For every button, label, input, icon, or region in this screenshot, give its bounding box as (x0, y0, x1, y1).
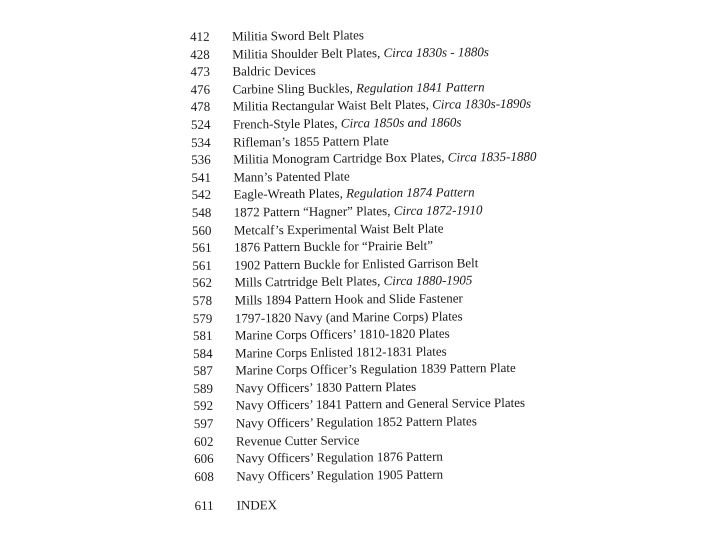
toc-entry-title-text: Militia Sword Belt Plates (232, 27, 364, 44)
toc-entry-date-range: Circa 1830s - 1880s (383, 43, 489, 60)
toc-page-number: 608 (194, 468, 214, 484)
toc-page-number: 534 (191, 134, 211, 150)
toc-page-number: 602 (193, 433, 214, 449)
toc-entry-title-text: 1872 Pattern “Hagner” Plates, (233, 202, 394, 220)
toc-page-number: 592 (193, 398, 214, 414)
toc-page-number: 542 (191, 187, 212, 203)
toc-page-number: 473 (190, 63, 210, 80)
toc-entry-title-text: Militia Rectangular Waist Belt Plates, (232, 97, 433, 114)
toc-entry-title-text: Revenue Cutter Service (235, 432, 360, 449)
toc-page-number: 560 (191, 222, 212, 238)
toc-entry-title-text: Militia Monogram Cartridge Box Plates, (233, 149, 448, 167)
toc-page-number: 536 (191, 151, 211, 168)
toc-entry-title (236, 463, 714, 485)
toc-entry-title-text: Navy Officers’ 1830 Pattern Plates (235, 378, 417, 396)
toc-page-number: 587 (193, 363, 213, 379)
toc-page-number: 611 (194, 498, 214, 514)
toc-entry-title-text: Marine Corps Officers’ 1810-1820 Plates (234, 325, 450, 343)
toc-page-number: 581 (192, 327, 213, 344)
toc-page-number: 412 (190, 28, 210, 44)
toc-entry-title-text: French-Style Plates, (232, 115, 341, 132)
toc-page-number: 541 (191, 169, 212, 185)
toc-entry-title-text: Carbine Sling Buckles, (232, 80, 357, 97)
toc-entry-title-text: 1797-1820 Navy (and Marine Corps) Plates (234, 307, 463, 326)
toc-entry-title-text: Navy Officers’ Regulation 1852 Pattern Plates (235, 413, 477, 431)
toc-entry-title-text: Rifleman’s 1855 Pattern Plate (233, 132, 389, 150)
toc-page-number: 478 (190, 99, 211, 115)
toc-entry-date-range: Circa 1850s and 1860s (340, 114, 462, 131)
toc-entry-title-text: 1876 Pattern Buckle for “Prairie Belt” (234, 237, 434, 255)
toc-entry-title-text: Marine Corps Officer’s Regulation 1839 Pattern Plate (235, 360, 516, 378)
toc-entry-title-text: Baldric Devices (232, 62, 316, 79)
toc-entry-title-text: Militia Shoulder Belt Plates, (232, 44, 384, 62)
toc-entry-title-text: Mann’s Patented Plate (233, 168, 350, 185)
toc-entry-list (190, 23, 714, 485)
toc-page-number: 524 (190, 116, 211, 132)
toc-entry-date-range: Regulation 1874 Pattern (345, 184, 475, 201)
toc-page-number: 578 (192, 292, 213, 308)
toc-entry-title-text: Eagle-Wreath Plates, (233, 185, 347, 202)
toc-page-number: 476 (190, 81, 211, 97)
toc-page-number: 584 (193, 345, 213, 361)
toc-index-entry (195, 492, 715, 515)
toc-entry (194, 463, 714, 486)
toc-page-number: 548 (191, 204, 212, 220)
toc-page-number: 606 (194, 451, 214, 467)
toc-entry-date-range: Circa 1835-1880 (447, 148, 537, 165)
toc-page-number: 579 (192, 310, 213, 326)
toc-page-number: 561 (192, 257, 212, 273)
toc-entry-date-range: Circa 1872-1910 (393, 202, 483, 218)
toc-page-number: 562 (192, 275, 213, 291)
toc-entry-title-text: Navy Officers’ Regulation 1876 Pattern (236, 448, 443, 466)
toc-entry-title-text: Navy Officers’ 1841 Pattern and General Service Plates (235, 395, 526, 414)
toc-entry-title-text: Navy Officers’ Regulation 1905 Pattern (236, 466, 444, 484)
toc-entry-title-text: Metcalf’s Experimental Waist Belt Plate (233, 220, 444, 238)
toc-entry-title-text: Marine Corps Enlisted 1812-1831 Plates (235, 343, 447, 361)
table-of-contents (190, 23, 715, 515)
toc-entry-date-range: Regulation 1841 Pattern (356, 78, 485, 96)
toc-entry-title-text: 1902 Pattern Buckle for Enlisted Garrison Belt (234, 254, 479, 273)
toc-page-number: 589 (193, 380, 214, 396)
toc-page-number: 561 (192, 239, 212, 256)
toc-page-number: 428 (190, 46, 210, 62)
toc-entry-date-range: Circa 1830s-1890s (432, 96, 532, 113)
toc-entry-title-text: Mills Catrtridge Belt Plates, (234, 273, 384, 290)
toc-entry-date-range: Circa 1880-1905 (383, 272, 473, 289)
toc-entry-title: INDEX (236, 497, 278, 514)
toc-entry-title-text: Mills 1894 Pattern Hook and Slide Fastener (234, 290, 463, 308)
toc-page-number: 597 (193, 415, 214, 432)
